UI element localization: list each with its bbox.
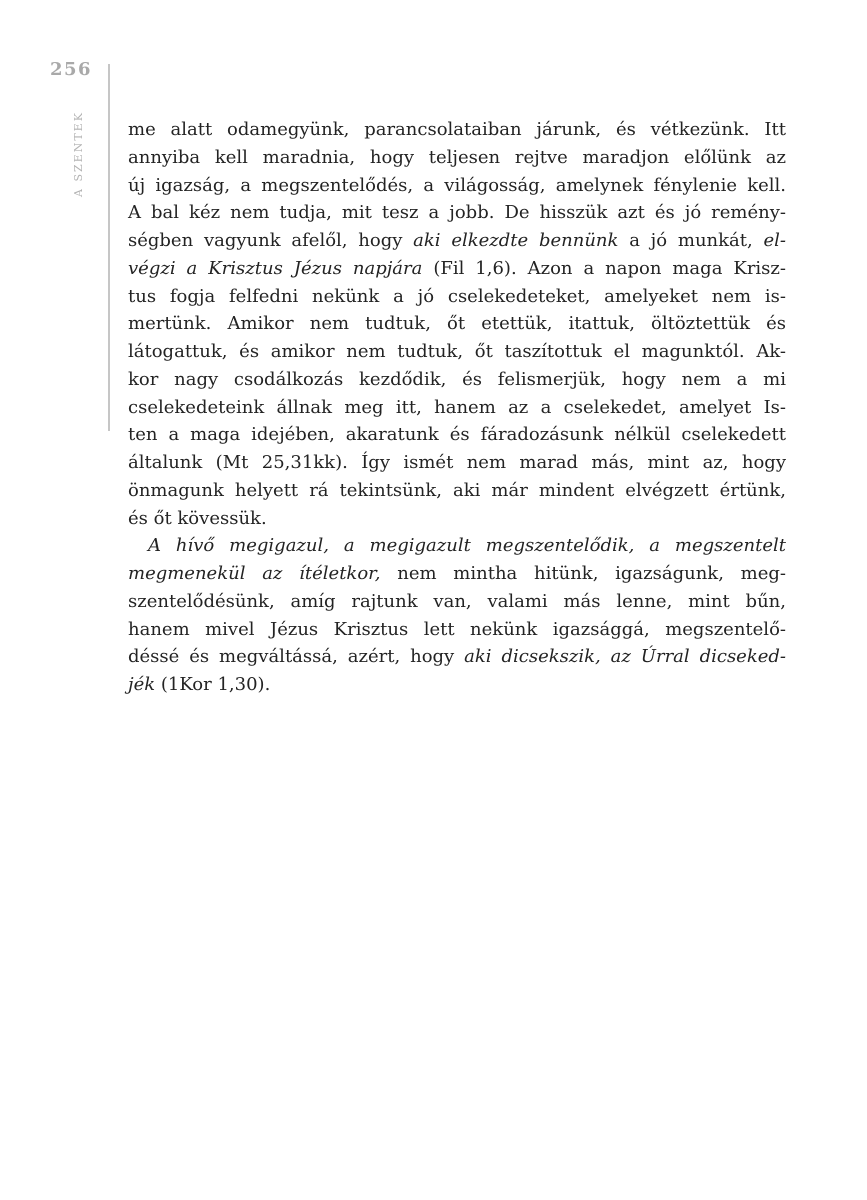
text-line <box>128 616 786 644</box>
italic-text-segment: el- <box>763 230 786 251</box>
text-line <box>128 116 786 144</box>
text-line <box>128 643 786 671</box>
italic-text-segment: jék <box>128 674 156 695</box>
text-segment: mertünk. Amikor nem tudtuk, őt etettük, itattuk, öltöztettük és <box>128 313 786 335</box>
text-line <box>128 588 786 616</box>
text-line <box>128 366 786 394</box>
text-line <box>128 421 786 449</box>
text-segment: (1Kor 1,30). <box>155 674 271 695</box>
text-line <box>128 172 786 200</box>
text-segment: látogattuk, és amikor nem tudtuk, őt taszítottuk el magunktól. Ak- <box>128 341 786 362</box>
text-line <box>128 560 786 588</box>
text-segment: annyiba kell maradnia, hogy teljesen rejtve maradjon előlünk az <box>128 146 786 168</box>
text-segment: kor nagy csodálkozás kezdődik, és felismerjük, hogy nem a mi <box>128 368 786 390</box>
text-segment: általunk (Mt 25,31kk). Így ismét nem marad más, mint az, hogy <box>128 452 786 473</box>
text-line <box>128 338 786 366</box>
text-segment: nem mintha hitünk, igazságunk, meg- <box>380 563 786 584</box>
text-line <box>128 394 786 422</box>
italic-text-segment: aki dicsekszik, az Úrral dicseked- <box>464 646 787 668</box>
italic-text-segment: végzi a Krisztus Jézus napjára <box>128 257 423 279</box>
text-line <box>128 255 786 283</box>
body-text-block <box>128 116 786 699</box>
text-line <box>128 671 786 699</box>
text-segment: szentelődésünk, amíg rajtunk van, valami más lenne, mint bűn, <box>128 590 786 612</box>
text-segment: me alatt odamegyünk, parancsolataiban járunk, és vétkezünk. Itt <box>128 119 786 140</box>
text-segment: (Fil 1,6). Azon a napon maga Krisz- <box>422 257 786 279</box>
text-segment: ségben vagyunk afelől, hogy <box>128 230 414 251</box>
margin-rule <box>108 64 110 431</box>
text-segment: A bal kéz nem tudja, mit tesz a jobb. De hisszük azt és jó remény- <box>128 202 786 224</box>
text-segment: déssé és megváltássá, azért, hogy <box>128 646 465 668</box>
text-segment: új igazság, a megszentelődés, a világosság, amelynek fénylenie kell. <box>128 174 786 196</box>
italic-text-segment: aki elkezdte bennünk <box>413 230 619 251</box>
text-segment: ten a maga idejében, akaratunk és fáradozásunk nélkül cselekedett <box>128 424 786 446</box>
text-line <box>128 199 786 227</box>
page-number: 256 <box>50 59 93 80</box>
text-segment: cselekedeteink állnak meg itt, hanem az a cselekedet, amelyet Is- <box>128 396 786 418</box>
italic-text-segment: A hívő megigazul, a megigazult megszentelődik, a megszentelt <box>148 535 786 557</box>
italic-text-segment: megmenekül az ítéletkor, <box>128 563 381 584</box>
text-line <box>128 283 786 311</box>
text-segment: hanem mivel Jézus Krisztus lett nekünk igazsággá, megszentelő- <box>128 618 786 640</box>
text-line <box>128 505 786 533</box>
text-segment: a jó munkát, <box>618 230 764 251</box>
text-line <box>128 144 786 172</box>
text-segment: tus fogja felfedni nekünk a jó cselekedeteket, amelyeket nem is- <box>128 285 786 307</box>
margin-chapter-label: A SZENTEK <box>72 111 85 197</box>
text-segment: és őt kövessük. <box>128 507 267 529</box>
text-line <box>128 532 786 560</box>
text-line <box>128 477 786 505</box>
text-line <box>128 227 786 255</box>
text-line <box>128 449 786 477</box>
text-segment: önmagunk helyett rá tekintsünk, aki már mindent elvégzett értünk, <box>128 479 786 501</box>
text-line <box>128 310 786 338</box>
